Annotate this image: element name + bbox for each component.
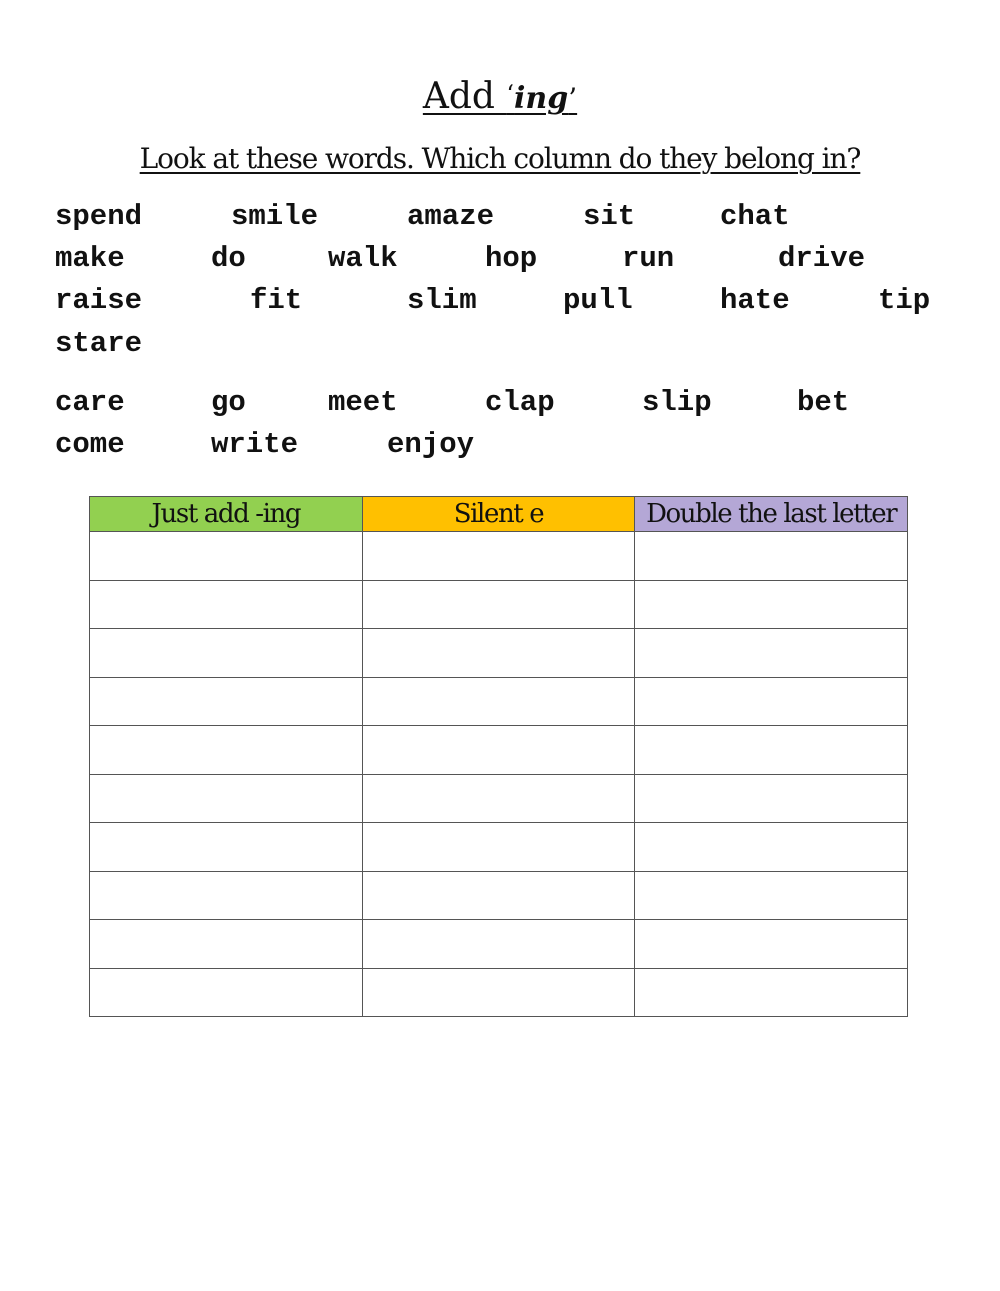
answer-cell-just-add-ing[interactable] [90, 774, 363, 823]
word-item: raise [55, 284, 143, 317]
answer-cell-just-add-ing[interactable] [90, 629, 363, 678]
word-item: do [211, 242, 246, 275]
answer-cell-just-add-ing[interactable] [90, 580, 363, 629]
word-item: bet [797, 386, 850, 419]
answer-cell-double-last-letter[interactable] [635, 871, 908, 920]
word-item: slip [642, 386, 712, 419]
answer-cell-silent-e[interactable] [362, 726, 635, 775]
answer-cell-just-add-ing[interactable] [90, 823, 363, 872]
word-item: chat [720, 200, 790, 233]
answer-cell-double-last-letter[interactable] [635, 580, 908, 629]
word-item: write [211, 428, 299, 461]
table-row [90, 920, 908, 969]
word-item: stare [55, 327, 143, 360]
answer-cell-double-last-letter[interactable] [635, 968, 908, 1017]
answer-cell-silent-e[interactable] [362, 871, 635, 920]
word-item: tip [878, 284, 931, 317]
title-quote-open: ‘ [506, 80, 515, 108]
answer-cell-just-add-ing[interactable] [90, 968, 363, 1017]
answer-cell-silent-e[interactable] [362, 968, 635, 1017]
word-item: slim [407, 284, 477, 317]
word-item: hate [720, 284, 790, 317]
word-item: enjoy [387, 428, 475, 461]
word-item: walk [328, 242, 398, 275]
answer-cell-double-last-letter[interactable] [635, 629, 908, 678]
table-row [90, 629, 908, 678]
title-suffix: ing [514, 81, 569, 116]
word-item: come [55, 428, 125, 461]
answer-cell-double-last-letter[interactable] [635, 677, 908, 726]
table-row [90, 532, 908, 581]
word-item: care [55, 386, 125, 419]
answer-cell-double-last-letter[interactable] [635, 774, 908, 823]
table-row [90, 726, 908, 775]
word-item: smile [231, 200, 319, 233]
answer-cell-just-add-ing[interactable] [90, 920, 363, 969]
answer-cell-silent-e[interactable] [362, 629, 635, 678]
answer-cell-silent-e[interactable] [362, 532, 635, 581]
table-row [90, 823, 908, 872]
word-item: drive [778, 242, 866, 275]
answer-cell-just-add-ing[interactable] [90, 871, 363, 920]
answer-cell-silent-e[interactable] [362, 920, 635, 969]
table-row [90, 968, 908, 1017]
instruction-text: Look at these words. Which column do they belong in? [139, 142, 861, 175]
table-body [90, 532, 908, 1017]
title-text [423, 76, 577, 117]
answer-cell-silent-e[interactable] [362, 774, 635, 823]
header-double-last-letter: Double the last letter [635, 497, 908, 532]
answer-cell-double-last-letter[interactable] [635, 532, 908, 581]
word-item: spend [55, 200, 143, 233]
worksheet-title [0, 72, 1000, 121]
table-row [90, 580, 908, 629]
answer-cell-silent-e[interactable] [362, 823, 635, 872]
table-row [90, 677, 908, 726]
word-item: hop [485, 242, 538, 275]
word-item: run [622, 242, 675, 275]
table-header-row [90, 497, 908, 532]
word-item: make [55, 242, 125, 275]
table-row [90, 774, 908, 823]
word-item: pull [563, 284, 633, 317]
word-item: go [211, 386, 246, 419]
sorting-table [89, 496, 908, 1017]
answer-cell-just-add-ing[interactable] [90, 726, 363, 775]
title-quote-close: ’ [568, 82, 578, 115]
word-item: amaze [407, 200, 495, 233]
word-item: fit [250, 284, 303, 317]
table-row [90, 871, 908, 920]
word-item: meet [328, 386, 398, 419]
answer-cell-just-add-ing[interactable] [90, 532, 363, 581]
answer-cell-just-add-ing[interactable] [90, 677, 363, 726]
answer-cell-silent-e[interactable] [362, 677, 635, 726]
answer-cell-double-last-letter[interactable] [635, 920, 908, 969]
header-silent-e: Silent e [362, 497, 635, 532]
answer-cell-double-last-letter[interactable] [635, 823, 908, 872]
title-main: Add [422, 76, 507, 117]
word-item: clap [485, 386, 555, 419]
word-item: sit [583, 200, 636, 233]
answer-cell-silent-e[interactable] [362, 580, 635, 629]
answer-cell-double-last-letter[interactable] [635, 726, 908, 775]
header-just-add-ing: Just add -ing [90, 497, 363, 532]
